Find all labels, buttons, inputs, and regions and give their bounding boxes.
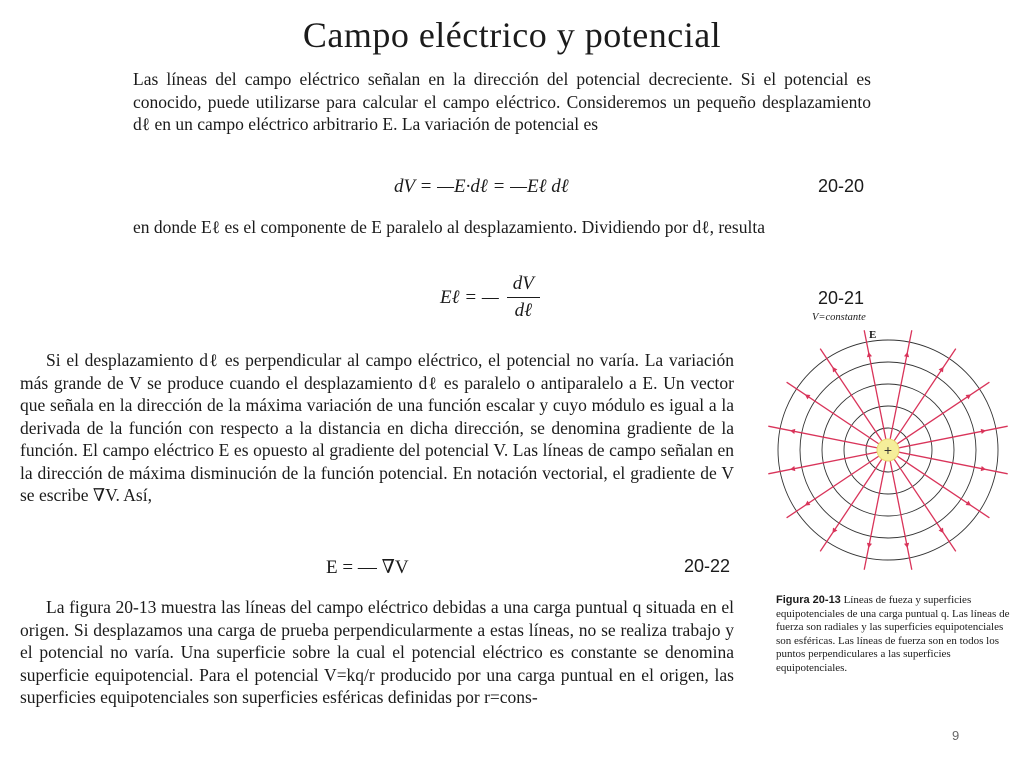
figure-e-label: E <box>869 329 877 341</box>
field-arrow <box>981 429 986 434</box>
equation-20-21 <box>440 273 540 322</box>
figure-caption <box>776 594 1012 676</box>
equation-number-20-20: 20-20 <box>818 176 865 196</box>
equation-denominator: dℓ <box>514 300 533 321</box>
page-number: 9 <box>952 728 960 743</box>
paragraph-equipotential: La figura 20-13 muestra las líneas del campo eléctrico debidas a una carga puntual q situada en el origen. Si desplazamos una carga de prueba perpendicularmente a estas líneas, no se realiza trabajo y el potencial no varía. Una superficie sobre la cual el potencial eléctrico es constante se denomina superficie equipotencial. Para el potencial V=kq/r producido por una carga puntual en el origen, las superficies equipotenciales son superficies esféricas definidas por r=cons- <box>20 597 734 707</box>
equation-numerator: dV <box>507 273 540 298</box>
field-arrow <box>867 352 872 357</box>
field-arrow <box>904 543 909 548</box>
charge-symbol: + <box>883 442 893 458</box>
caption-label: Figura 20-13 <box>776 594 841 606</box>
page-title: Campo eléctrico y potencial <box>302 15 722 55</box>
field-arrow <box>867 543 872 548</box>
equation-number-20-22: 20-22 <box>684 556 731 576</box>
equation-number-20-21: 20-21 <box>818 288 865 308</box>
paragraph-gradient: Si el desplazamiento dℓ es perpendicular al campo eléctrico, el potencial no varía. La variación más grande de V se produce cuando el desplazamiento dℓ es paralelo o antiparalelo a E. Un vector que señala en la dirección de la máxima variación de una función escalar y cuyo módulo es igual a la derivada de la función con respecto a la distancia en dicha dirección, se denomina gradiente de la función. El campo eléctrico E es opuesto al gradiente del potencial V. Las líneas de campo señalan en la dirección de máxima disminución de la función potencial. En notación vectorial, el gradiente de V se escribe ∇V. Así, <box>20 350 734 505</box>
field-arrow <box>790 466 795 471</box>
caption-text: Líneas de fueza y superficies equipotenciales de una carga puntual q. Las líneas de fuerza son radiales y las superficies equipotenciales son esféricas. Las líneas de fuerza son en todos los puntos perpendiculares a las superficies equipotenciales. <box>776 594 1010 674</box>
equation-lhs: Eℓ = — <box>440 286 499 308</box>
field-arrow <box>981 466 986 471</box>
equation-20-20: dV = —E·dℓ = —Eℓ dℓ <box>394 176 569 197</box>
field-arrow <box>904 352 909 357</box>
field-arrow <box>790 429 795 434</box>
paragraph-intro: Las líneas del campo eléctrico señalan en la dirección del potencial decreciente. Si el potencial es conocido, puede utilizarse para calcular el campo eléctrico. Consideremos un pequeño desplazamiento dℓ en un campo eléctrico arbitrario E. La variación de potencial es <box>133 69 871 134</box>
paragraph-component: en donde Eℓ es el componente de E paralelo al desplazamiento. Dividiendo por dℓ, resulta <box>133 217 765 237</box>
field-lines-figure <box>768 312 1008 572</box>
equation-20-22: E = — ∇V <box>326 557 409 578</box>
figure-v-label: V=constante <box>812 312 866 323</box>
